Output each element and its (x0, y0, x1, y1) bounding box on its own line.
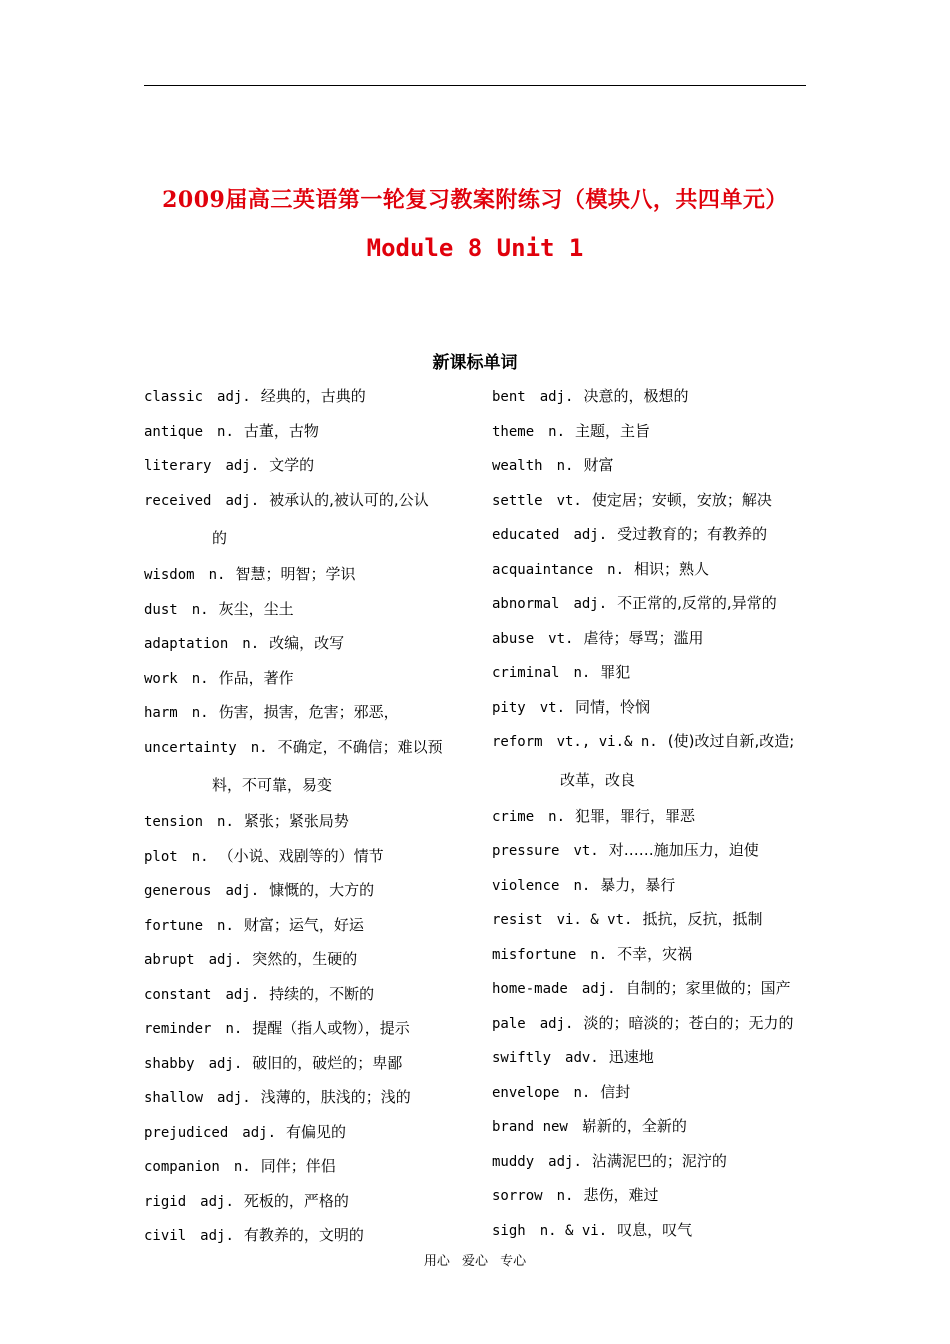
document-subtitle: Module 8 Unit 1 (366, 234, 584, 262)
vocab-word: acquaintance (492, 561, 594, 578)
vocab-part-of-speech: adj. (208, 1055, 243, 1072)
vocab-part-of-speech: adj. (200, 1193, 234, 1210)
vocab-meaning: 不幸，灾祸 (617, 944, 693, 963)
vocab-meaning: 迅速地 (608, 1048, 654, 1066)
vocab-entry (492, 656, 822, 691)
vocab-entry (492, 1145, 822, 1180)
vocab-meaning: 财富 (583, 456, 614, 474)
vocab-entry (492, 449, 822, 484)
vocab-entry (144, 1012, 470, 1047)
vocab-part-of-speech: n. (573, 1084, 591, 1101)
vocab-meaning: 暴力，暴行 (600, 875, 676, 894)
vocab-entry (492, 834, 822, 869)
vocab-part-of-speech: adj. (225, 492, 260, 509)
vocab-word: brand new (492, 1119, 568, 1135)
vocab-entry (492, 587, 822, 622)
vocab-meaning: 信封 (600, 1082, 631, 1101)
vocab-part-of-speech: n. (548, 808, 566, 825)
vocab-column-left (144, 380, 470, 1254)
vocab-meaning: 浅薄的，肤浅的；浅的 (260, 1088, 411, 1106)
vocab-entry (144, 943, 470, 978)
vocab-entry (144, 1150, 470, 1185)
vocab-word: pity (492, 699, 526, 716)
vocab-entry (144, 593, 470, 628)
vocab-meaning: 有偏见的 (286, 1122, 347, 1141)
vocab-meaning: 叹息，叹气 (617, 1220, 693, 1239)
vocab-meaning: 罪犯 (600, 663, 631, 681)
vocab-entry (492, 869, 822, 904)
vocab-word: muddy (492, 1153, 535, 1170)
vocab-part-of-speech: adj. (225, 986, 260, 1003)
vocab-part-of-speech: vt. (556, 492, 582, 509)
vocab-word: misfortune (492, 946, 577, 963)
vocab-word: resist (492, 912, 543, 928)
vocab-word: violence (492, 877, 560, 894)
vocab-entry (144, 380, 470, 415)
vocab-part-of-speech: n. (556, 458, 574, 474)
vocab-word: shallow (144, 1090, 204, 1106)
vocab-part-of-speech: adj. (548, 1153, 582, 1170)
vocab-entry (492, 938, 822, 973)
vocab-meaning-continued: 的 (212, 529, 228, 547)
vocab-meaning: 伤害，损害，危害；邪恶， (218, 703, 399, 721)
vocab-word: harm (144, 705, 178, 721)
vocab-entry (492, 484, 822, 519)
vocab-word: wealth (492, 458, 543, 474)
vocab-word: sigh (492, 1222, 526, 1239)
vocab-part-of-speech: adj. (200, 1228, 234, 1244)
vocab-meaning: 沾满泥巴的；泥泞的 (591, 1151, 727, 1170)
section-heading: 新课标单词 (432, 353, 518, 373)
vocab-meaning: 灰尘，尘土 (218, 599, 294, 618)
vocab-part-of-speech: n. (573, 665, 591, 681)
vocab-part-of-speech: vt. (539, 699, 566, 716)
vocab-part-of-speech: adj. (225, 883, 260, 899)
vocab-part-of-speech: adj. (581, 981, 616, 997)
vocab-word: dust (144, 601, 178, 618)
vocab-part-of-speech: n. & vi. (539, 1222, 608, 1239)
vocab-word: rigid (144, 1193, 187, 1210)
vocab-part-of-speech: n. (573, 877, 591, 894)
vocab-part-of-speech: vt. (548, 630, 574, 647)
vocab-meaning: 相识；熟人 (634, 559, 710, 578)
vocab-word: reminder (144, 1021, 212, 1037)
vocab-meaning: 对……施加压力，迫使 (608, 841, 759, 859)
vocab-part-of-speech: vt., vi.& n. (556, 734, 658, 750)
vocab-word: swiftly (492, 1050, 552, 1066)
vocab-part-of-speech: n. (217, 917, 234, 934)
vocab-entry (492, 518, 822, 553)
vocab-entry (492, 903, 822, 938)
vocab-meaning: 决意的，极想的 (583, 387, 689, 405)
vocab-word: adaptation (144, 636, 229, 652)
vocab-word: home-made (492, 981, 568, 997)
vocab-part-of-speech: adj. (242, 1124, 277, 1141)
vocab-word: plot (144, 848, 178, 865)
vocab-meaning: 主题，主旨 (575, 421, 651, 440)
vocab-entry (492, 1110, 822, 1145)
vocab-part-of-speech: vt. (573, 843, 599, 859)
page-footer: 用心 爱心 专心 (423, 1254, 527, 1269)
vocab-part-of-speech: adj. (217, 389, 251, 405)
vocab-word: envelope (492, 1084, 560, 1101)
vocab-word: tension (144, 814, 204, 830)
vocab-entry (144, 1219, 470, 1254)
vocab-word: reform (492, 734, 543, 750)
vocab-word: theme (492, 423, 535, 440)
vocab-entry (144, 696, 470, 731)
vocab-part-of-speech: adj. (208, 952, 243, 968)
vocab-entry (492, 1076, 822, 1111)
vocab-meaning: 提醒（指人或物），提示 (252, 1019, 410, 1037)
vocab-word: civil (144, 1228, 187, 1244)
vocab-meaning: 同情，怜悯 (575, 697, 651, 716)
vocab-part-of-speech: adj. (539, 1015, 574, 1032)
vocab-word: work (144, 670, 178, 687)
vocab-entry (144, 909, 470, 944)
vocab-entry (492, 415, 822, 450)
vocab-meaning: 死板的，严格的 (243, 1191, 349, 1210)
vocab-meaning: 持续的，不断的 (269, 984, 375, 1003)
vocab-meaning: 使定居；安顿，安放；解决 (591, 490, 772, 509)
vocab-meaning: 不正常的,反常的,异常的 (617, 594, 777, 612)
vocab-entry (492, 800, 822, 835)
vocab-part-of-speech: n. (590, 946, 608, 963)
vocab-part-of-speech: n. (191, 670, 209, 687)
vocab-meaning: 紧张；紧张局势 (243, 812, 349, 830)
vocab-meaning: 智慧；明智；学识 (235, 565, 356, 583)
vocab-word: classic (144, 389, 204, 405)
vocab-word: educated (492, 527, 560, 543)
vocab-meaning-continued: 料，不可靠，易变 (212, 776, 333, 794)
vocab-meaning: 自制的；家里做的；国产 (625, 979, 791, 997)
vocab-entry (492, 972, 822, 1007)
vocab-word: antique (144, 423, 204, 440)
vocab-entry (144, 449, 470, 484)
vocab-meaning: 突然的，生硬的 (252, 950, 358, 968)
vocab-entry (492, 1214, 822, 1249)
vocab-entry (144, 484, 470, 559)
vocab-entry (492, 725, 822, 800)
vocab-meaning: 文学的 (269, 456, 315, 474)
vocab-meaning: 不确定，不确信；难以预 (277, 737, 443, 756)
vocab-word: abuse (492, 630, 535, 647)
vocab-meaning: 崭新的，全新的 (581, 1117, 687, 1135)
vocab-meaning: 悲伤，难过 (583, 1186, 659, 1204)
vocab-word: uncertainty (144, 739, 237, 756)
vocab-meaning: 慷慨的，大方的 (269, 881, 375, 899)
vocab-meaning: （小说、戏剧等的）情节 (218, 846, 384, 865)
vocab-part-of-speech: adj. (225, 458, 260, 474)
vocab-part-of-speech: n. (217, 814, 234, 830)
document-title: 2009届高三英语第一轮复习教案附练习（模块八，共四单元） (162, 187, 788, 213)
vocab-meaning: 经典的，古典的 (260, 387, 366, 405)
vocab-word: companion (144, 1159, 220, 1175)
vocab-entry (144, 1047, 470, 1082)
vocab-column-right (492, 380, 822, 1248)
vocab-part-of-speech: n. (556, 1188, 574, 1204)
vocab-word: shabby (144, 1055, 195, 1072)
vocab-entry (144, 874, 470, 909)
vocab-word: fortune (144, 917, 204, 934)
vocab-part-of-speech: vi. & vt. (556, 912, 633, 928)
vocab-meaning: 同伴；伴侣 (260, 1157, 336, 1175)
vocab-meaning: 抵抗，反抗，抵制 (642, 910, 763, 928)
vocab-part-of-speech: n. (208, 567, 226, 583)
vocab-meaning: 破旧的，破烂的；卑鄙 (252, 1053, 403, 1072)
vocab-entry (144, 558, 470, 593)
vocab-entry (144, 840, 470, 875)
vocab-entry (144, 415, 470, 450)
vocab-entry (144, 805, 470, 840)
vocab-meaning: 淡的；暗淡的；苍白的；无力的 (583, 1013, 794, 1032)
vocab-part-of-speech: adv. (565, 1050, 599, 1066)
vocab-meaning: 被承认的,被认可的,公认 (269, 490, 429, 509)
vocab-part-of-speech: n. (217, 423, 234, 440)
vocab-part-of-speech: n. (191, 705, 209, 721)
vocab-part-of-speech: n. (225, 1021, 243, 1037)
vocab-entry (492, 380, 822, 415)
vocab-meaning: 受过教育的；有教养的 (617, 525, 768, 543)
vocab-word: abrupt (144, 952, 195, 968)
vocab-entry (144, 627, 470, 662)
vocab-part-of-speech: n. (191, 848, 209, 865)
vocab-part-of-speech: adj. (539, 389, 574, 405)
vocab-word: crime (492, 808, 535, 825)
vocab-word: literary (144, 458, 212, 474)
vocab-entry (144, 1116, 470, 1151)
vocab-entry (492, 553, 822, 588)
vocab-meaning: 犯罪，罪行，罪恶 (575, 806, 696, 825)
vocab-entry (492, 1007, 822, 1042)
vocab-part-of-speech: adj. (573, 596, 608, 612)
vocab-word: abnormal (492, 596, 560, 612)
vocab-entry (144, 1081, 470, 1116)
vocab-word: wisdom (144, 567, 195, 583)
vocab-part-of-speech: n. (548, 423, 566, 440)
vocab-part-of-speech: n. (242, 636, 260, 652)
vocab-entry (492, 691, 822, 726)
vocab-meaning: (使)改过自新,改造; (667, 732, 795, 750)
vocab-word: sorrow (492, 1188, 543, 1204)
vocab-word: pale (492, 1015, 526, 1032)
vocab-meaning: 财富；运气，好运 (243, 915, 364, 934)
vocab-part-of-speech: n. (233, 1159, 251, 1175)
vocab-entry (144, 662, 470, 697)
vocab-word: prejudiced (144, 1124, 229, 1141)
vocab-word: pressure (492, 843, 560, 859)
vocab-meaning: 作品，著作 (218, 668, 294, 687)
vocab-part-of-speech: n. (250, 739, 268, 756)
vocab-entry (492, 1041, 822, 1076)
vocab-meaning: 虐待；辱骂；滥用 (583, 628, 704, 647)
vocab-word: settle (492, 492, 543, 509)
vocab-entry (492, 622, 822, 657)
vocab-meaning: 古董，古物 (243, 421, 319, 440)
vocab-word: criminal (492, 665, 560, 681)
vocab-entry (144, 1185, 470, 1220)
vocab-meaning: 改编，改写 (269, 634, 345, 652)
vocab-word: received (144, 492, 212, 509)
vocab-part-of-speech: adj. (573, 527, 608, 543)
vocab-word: bent (492, 389, 526, 405)
vocab-word: generous (144, 883, 212, 899)
header-rule (144, 85, 806, 86)
vocab-entry (144, 731, 470, 806)
vocab-part-of-speech: n. (191, 601, 209, 618)
vocab-meaning-continued: 改革，改良 (560, 770, 636, 789)
vocab-entry (144, 978, 470, 1013)
vocab-part-of-speech: n. (607, 561, 625, 578)
vocab-word: constant (144, 986, 212, 1003)
vocab-entry (492, 1179, 822, 1214)
vocab-meaning: 有教养的，文明的 (243, 1226, 364, 1244)
vocab-part-of-speech: adj. (217, 1090, 251, 1106)
